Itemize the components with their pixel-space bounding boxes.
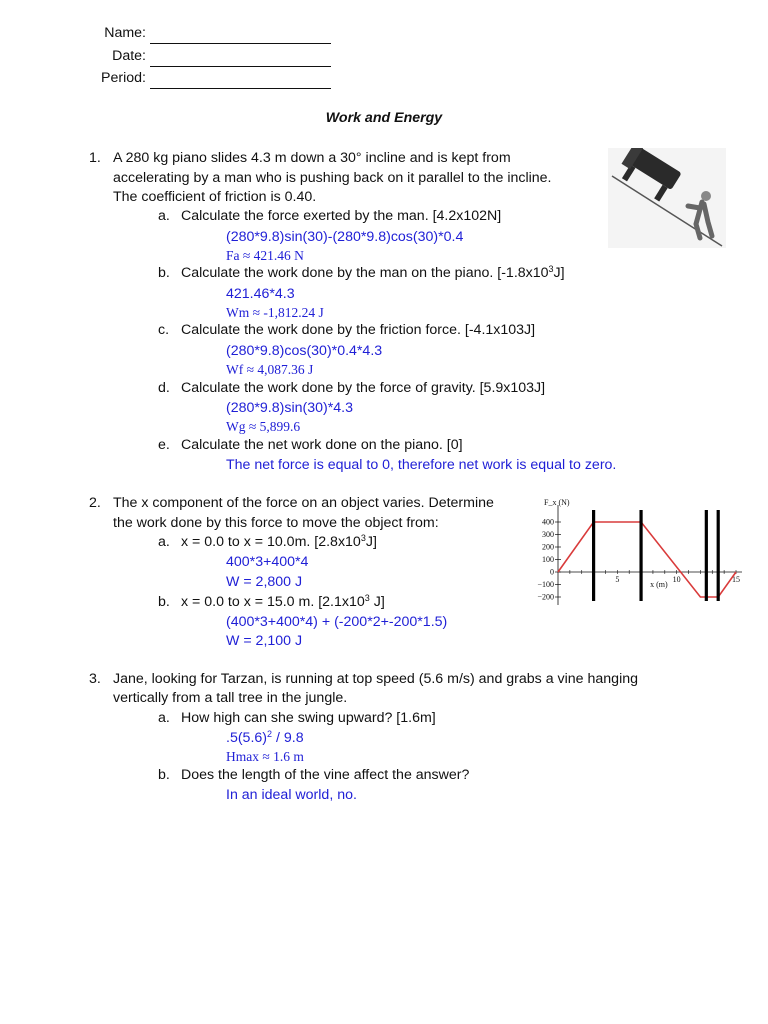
name-label: Name: (104, 25, 146, 41)
q2b-question: x = 0.0 to x = 15.0 m. [$2.1x10^3$ J] (181, 593, 385, 610)
q3a-letter: a. (158, 710, 170, 726)
chart-y-tick-label: −100 (537, 580, 554, 589)
q1d-result: Wg ≈ 5,899.6 (226, 419, 301, 434)
q1-text-line: The coefficient of friction is 0.40. (113, 189, 317, 205)
q1c-letter: c. (158, 322, 170, 338)
name-field[interactable] (150, 43, 331, 44)
q2a-work: 400*3+400*4 (226, 554, 309, 570)
date-label: Date: (112, 48, 146, 64)
chart-y-tick-label: 300 (542, 530, 554, 539)
worksheet-title: Work and Energy (325, 110, 443, 126)
chart-force-line (558, 522, 736, 597)
q3b-letter: b. (158, 767, 170, 783)
q1-number: 1. (89, 150, 101, 166)
q2-number: 2. (89, 495, 101, 511)
date-field[interactable] (150, 66, 331, 67)
chart-y-tick-label: 400 (542, 517, 554, 527)
q1a-question: Calculate the force exerted by the man. [4.2x102N] (181, 208, 502, 224)
piano-incline-illustration (608, 148, 726, 248)
q1b-work: 421.46*4.3 (226, 286, 295, 302)
chart-y-tick-label: 100 (542, 555, 554, 564)
q1a-work: (280*9.8)sin(30)-(280*9.8)cos(30)*0.4 (226, 229, 464, 245)
chart-y-tick-label: 200 (542, 542, 554, 552)
q2b-letter: b. (158, 594, 170, 610)
q1b-letter: b. (158, 265, 170, 281)
q3a-result: Hmax ≈ 1.6 m (226, 749, 304, 764)
q1d-work: (280*9.8)sin(30)*4.3 (226, 400, 353, 416)
q3b-answer: In an ideal world, no. (226, 787, 357, 803)
period-label: Period: (101, 70, 146, 86)
q3a-question: How high can she swing upward? [1.6m] (181, 710, 436, 726)
chart-y-label: F_x (N) (544, 498, 570, 507)
q1d-question: Calculate the work done by the force of gravity. [5.9x103J] (181, 380, 546, 396)
q1-text-line: A 280 kg piano slides 4.3 m down a 30° incline and is kept from (113, 150, 511, 166)
q1b-result: Wm ≈ -1,812.24 J (226, 305, 324, 320)
period-field[interactable] (150, 88, 331, 89)
q1c-work: (280*9.8)cos(30)*0.4*4.3 (226, 343, 383, 359)
chart-x-tick-label: 5 (615, 575, 620, 584)
q1a-result: Fa ≈ 421.46 N (226, 248, 304, 263)
q1e-question: Calculate the net work done on the piano. [0] (181, 437, 463, 453)
q1c-question: Calculate the work done by the friction force. [-4.1x103J] (181, 322, 536, 338)
chart-x-label: x (m) (650, 580, 668, 589)
q2a-letter: a. (158, 534, 170, 550)
q2a-question: x = 0.0 to x = 10.0m. $[2.8x10^3J]$ (181, 533, 377, 550)
chart-y-tick-label: 0 (550, 567, 554, 577)
force-vs-position-chart (530, 493, 750, 611)
q3a-work: $.5(5.6)^2 / 9.8$ (226, 729, 304, 746)
q1d-letter: d. (158, 380, 170, 396)
chart-x-tick-label: 10 (672, 575, 681, 584)
q1-text-line: accelerating by a man who is pushing back on it parallel to the incline. (113, 170, 552, 186)
q1a-letter: a. (158, 208, 170, 224)
q1e-letter: e. (158, 437, 170, 453)
q1e-answer: The net force is equal to 0, therefore net work is equal to zero. (226, 457, 617, 473)
chart-x-tick-label: 15 (732, 575, 740, 584)
q3-text-line: Jane, looking for Tarzan, is running at top speed (5.6 m/s) and grabs a vine hanging (113, 671, 638, 687)
q2-text-line: the work done by this force to move the object from: (113, 515, 439, 531)
q3-text-line: vertically from a tall tree in the jungle. (113, 690, 348, 706)
q1c-result: Wf ≈ 4,087.36 J (226, 362, 314, 377)
q1b-question: Calculate the work done by the man on the piano. $[-1.8x10^3J]$ (181, 264, 565, 281)
q3b-question: Does the length of the vine affect the answer? (181, 767, 470, 783)
chart-y-tick-label: −200 (537, 592, 554, 602)
q2b-result: W = 2,100 J (226, 633, 303, 649)
q2b-work: (400*3+400*4) + (-200*2+-200*1.5) (226, 614, 448, 630)
q3-number: 3. (89, 671, 101, 687)
q2a-result: W = 2,800 J (226, 574, 303, 590)
q2-text-line: The x component of the force on an object varies. Determine (113, 495, 494, 511)
